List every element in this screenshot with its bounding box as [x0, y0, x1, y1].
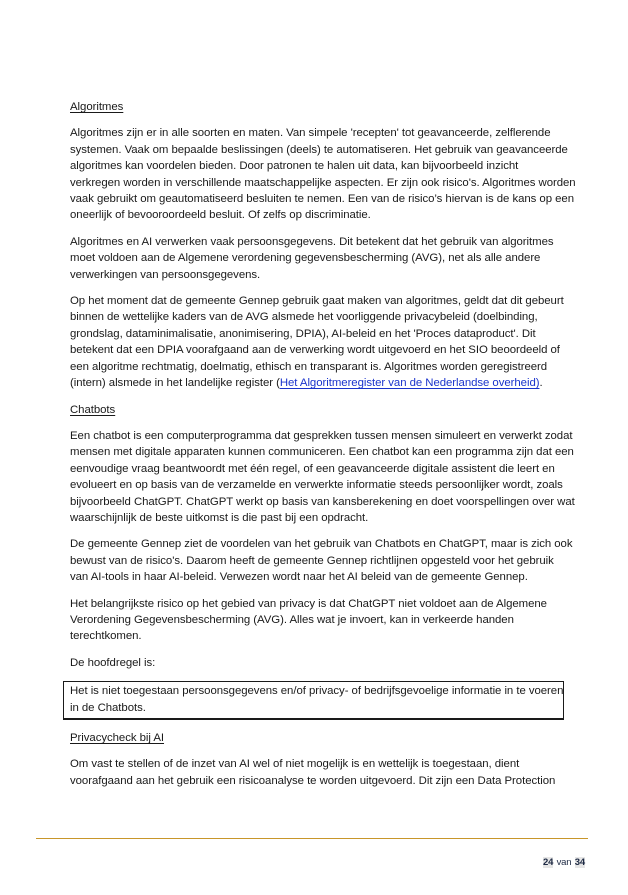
footer-divider: [36, 838, 588, 839]
text-fragment: (intern) alsmede in het landelijke register (: [70, 377, 280, 390]
text-line: systemen. Vaak om bepaalde beslissingen (deels) te automatiseren. Het gebruik van geavanceerde: [70, 143, 568, 156]
text-line: betekent dat een DPIA voorafgaand aan de verwerking wordt uitgevoerd en het SIO beoordeeld of: [70, 344, 560, 357]
paragraph-algoritmes-intro: [70, 125, 576, 223]
text-line: Op het moment dat de gemeente Gennep gebruik gaat maken van algoritmes, geldt dat dit gebeurt: [70, 295, 564, 308]
text-line: van AI-tools in haar AI-beleid. Verwezen wordt naar het AI beleid van de gemeente Gennep.: [70, 571, 528, 584]
text-line: in de Chatbots.: [70, 701, 146, 714]
text-line: grondslag, dataminimalisatie, anonimisering, DPIA), AI-beleid en het 'Proces dataproduct'. Dit: [70, 327, 536, 340]
paragraph-chatbots-risk: [70, 596, 564, 645]
paragraph-privacycheck-intro: [70, 756, 564, 789]
text-line: terechtkomen.: [70, 630, 142, 643]
text-line: verwerkingen van persoonsgegevens.: [70, 268, 261, 281]
text-line: Om vast te stellen of de inzet van AI wel of niet mogelijk is en wettelijk is toegestaan, dient: [70, 758, 520, 771]
section-heading-algoritmes: Algoritmes: [70, 101, 124, 113]
total-page-count: 34: [574, 857, 585, 868]
text-line: een algoritme rechtmatig, doelmatig, ethisch en transparant is. Algoritmes worden geregistreerd: [70, 360, 548, 373]
page-content: [70, 99, 576, 799]
section-heading-chatbots: Chatbots: [70, 403, 116, 416]
text-line: De hoofdregel is:: [70, 656, 156, 669]
section-heading-privacycheck: Privacycheck bij AI: [70, 732, 165, 744]
text-line: algoritmes kan voordelen bieden. Door patronen te halen uit data, kan bijvoorbeeld inzicht: [70, 160, 519, 173]
text-line: oneerlijk of bevooroordeeld besluit. Of zelfs op discriminatie.: [70, 209, 371, 222]
text-line: Algoritmes zijn er in alle soorten en maten. Van simpele 'recepten' tot geavanceerde, zelflerende: [70, 127, 551, 140]
paragraph-algoritmes-gennep: [70, 293, 564, 391]
text-line: waarschijnlijk de beste uitkomst is die past bij een opdracht.: [70, 511, 369, 524]
text-line: moet voldoen aan de Algemene verordening gegevensbescherming (AVG), net als alle andere: [70, 252, 541, 265]
text-line: voorafgaand aan het gebruik een risicoanalyse te worden uitgevoerd. Dit zijn een Data Protection: [70, 774, 556, 787]
page-number-separator: [553, 857, 575, 868]
text-line: Een chatbot is een computerprogramma dat gesprekken tussen mensen simuleert en verwerkt zodat: [70, 429, 573, 442]
text-line: bijvoorbeeld ChatGPT. ChatGPT werkt op basis van kansberekening en doet voorspellingen over wat: [70, 495, 575, 508]
paragraph-chatbots-gennep: [70, 536, 573, 585]
text-line: Algoritmes en AI verwerken vaak persoonsgegevens. Dit betekent dat het gebruik van algoritmes: [70, 235, 554, 248]
algoritmeregister-link[interactable]: Het Algoritmeregister van de Nederlandse overheid): [279, 377, 540, 390]
text-line: Verordening Gegevensbescherming (AVG). Alles wat je invoert, kan in verkeerde handen: [70, 613, 514, 626]
text-line-with-link: [70, 375, 564, 391]
text-line: verkregen worden in verschillende maatschappelijke aspecten. Er zijn ook risico's. Algoritmes worden: [70, 176, 576, 189]
main-rule-callout-box: [63, 681, 564, 720]
text-line: eenvoudige vraag beantwoordt met één regel, of een geavanceerde digitale assistent die leert en: [70, 462, 555, 475]
text-line: De gemeente Gennep ziet de voordelen van het gebruik van Chatbots en ChatGPT, maar is zich ook: [70, 538, 573, 551]
text-line: evolueert en op basis van de verzamelde en verwerkte informatie steeds persoonlijker wordt, zoals: [70, 479, 563, 492]
text-fragment: .: [539, 377, 543, 390]
current-page-number: 24: [543, 857, 554, 868]
page-separator-text: van: [556, 857, 572, 868]
paragraph-algoritmes-avg: [70, 234, 564, 283]
paragraph-chatbots-intro: [70, 428, 575, 526]
page-number: [543, 857, 585, 868]
text-line: mensen met digitale apparaten kunnen communiceren. Een chatbot kan een programma zijn dat een: [70, 446, 574, 459]
text-line: Het is niet toegestaan persoonsgegevens en/of privacy- of bedrijfsgevoelige informatie in te voeren: [70, 685, 564, 698]
text-line: bewust van de risico's. Daarom heeft de gemeente Gennep richtlijnen opgesteld voor het gebruik: [70, 554, 554, 567]
text-line: Het belangrijkste risico op het gebied van privacy is dat ChatGPT niet voldoet aan de Algemene: [70, 597, 547, 610]
text-line: vaak gebruikt om geautomatiseerd besluiten te nemen. Een van de risico’s hiervan is de kans op een: [70, 193, 574, 206]
text-line: binnen de wettelijke kaders van de AVG alsmede het voorliggende privacybeleid (doelbinding,: [70, 311, 538, 324]
paragraph-main-rule-intro: [70, 655, 564, 671]
